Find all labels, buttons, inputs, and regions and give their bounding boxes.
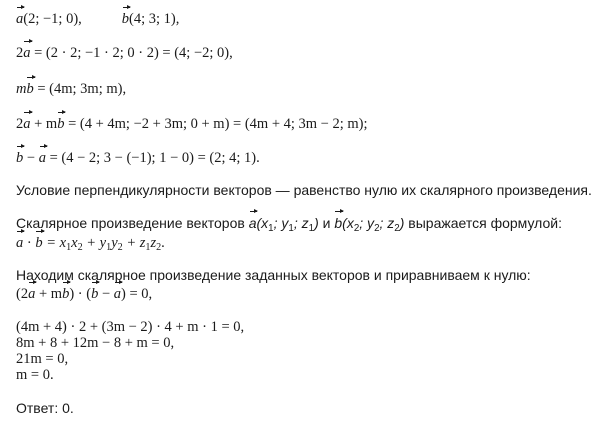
subscript: 1 bbox=[106, 242, 112, 253]
perpendicularity-condition-text: Условие перпендикулярности векторов — равенство нулю их скалярного произведения. bbox=[16, 182, 592, 198]
subscript: 1 bbox=[308, 223, 315, 234]
coord: ; z bbox=[293, 215, 309, 231]
minus: − bbox=[23, 150, 39, 166]
subscript: 2 bbox=[353, 223, 360, 234]
vector-b-coords: (4; 3; 1), bbox=[129, 11, 180, 27]
coord: ; y bbox=[273, 215, 289, 231]
term: = x bbox=[42, 235, 67, 251]
subscript: 2 bbox=[156, 242, 162, 253]
vector-a-coords: (2; −1; 0), bbox=[23, 11, 82, 27]
vector-a: a bbox=[38, 150, 46, 166]
coef: 2 bbox=[16, 45, 24, 61]
plus-m: + m bbox=[30, 116, 58, 132]
subscript: 2 bbox=[374, 223, 380, 234]
vector-b: b bbox=[62, 286, 70, 302]
period: . bbox=[161, 235, 165, 251]
dot-product-formula bbox=[16, 234, 165, 252]
dot-product-formula-text bbox=[16, 214, 562, 232]
vector-a: a bbox=[16, 11, 24, 27]
equation-rest: = (4 + 4m; −2 + 3m; 0 + m) = (4m + 4; 3m − 2; m); bbox=[64, 116, 368, 132]
term: y bbox=[111, 235, 118, 251]
subscript: 2 bbox=[394, 223, 400, 234]
compute-dot-product-text: Находим скалярное произведение заданных векторов и приравниваем к нулю: bbox=[16, 267, 531, 283]
equation-sum-line bbox=[16, 115, 368, 133]
equation-step-3: 21m = 0, bbox=[16, 351, 69, 367]
term: ) · ( bbox=[69, 286, 92, 302]
equation-rest: = (2 · 2; −1 · 2; 0 · 2) = (4; −2; 0), bbox=[30, 45, 233, 61]
text-prefix: Скалярное произведение векторов bbox=[16, 215, 249, 231]
term: + z bbox=[122, 235, 146, 251]
minus: − bbox=[98, 286, 114, 302]
vector-b: b bbox=[26, 81, 34, 97]
coord: ; y bbox=[359, 215, 375, 231]
vector-a: a bbox=[16, 235, 24, 251]
subscript: 2 bbox=[77, 242, 83, 253]
vector-b: b bbox=[35, 235, 43, 251]
vector-b: b bbox=[91, 286, 99, 302]
coord: ) bbox=[399, 215, 405, 231]
vector-a: a bbox=[23, 116, 31, 132]
vector-a: a bbox=[28, 286, 36, 302]
equation-mb-line bbox=[16, 80, 126, 98]
subscript: 2 bbox=[117, 242, 123, 253]
coord: ) bbox=[314, 215, 319, 231]
subscript: 1 bbox=[288, 223, 294, 234]
vector-a: a bbox=[23, 45, 31, 61]
vector-a: a bbox=[248, 215, 257, 231]
equation-step-1: (4m + 4) · 2 + (3m − 2) · 4 + m · 1 = 0, bbox=[16, 319, 245, 335]
term: x bbox=[71, 235, 78, 251]
answer: Ответ: 0. bbox=[16, 400, 74, 416]
equation-rest: = (4 − 2; 3 − (−1); 1 − 0) = (2; 4; 1). bbox=[45, 150, 260, 166]
coord: (x bbox=[342, 215, 354, 231]
equation-diff-line bbox=[16, 149, 260, 167]
vector-definitions-line bbox=[16, 10, 179, 28]
term: ) = 0, bbox=[121, 286, 153, 302]
vector-b: b bbox=[121, 11, 130, 27]
coord: (x bbox=[256, 215, 269, 231]
coef: 2 bbox=[16, 116, 24, 132]
text-suffix: выражается формулой: bbox=[404, 215, 562, 231]
dot-product-equation bbox=[16, 285, 152, 303]
vector-b: b bbox=[334, 215, 343, 231]
term: z bbox=[150, 235, 157, 251]
coord: ; z bbox=[379, 215, 395, 231]
equation-step-4: m = 0. bbox=[16, 367, 54, 383]
equation-step-2: 8m + 8 + 12m − 8 + m = 0, bbox=[16, 335, 175, 351]
conjunction: и bbox=[318, 215, 335, 231]
subscript: 1 bbox=[145, 242, 151, 253]
vector-a: a bbox=[113, 286, 121, 302]
term: + m bbox=[35, 286, 63, 302]
subscript: 1 bbox=[268, 223, 274, 234]
coef-m: m bbox=[16, 81, 27, 97]
dot-operator: · bbox=[23, 235, 36, 251]
vector-b: b bbox=[16, 150, 24, 166]
term: (2 bbox=[16, 286, 29, 302]
subscript: 1 bbox=[66, 242, 72, 253]
term: + y bbox=[82, 235, 107, 251]
equation-rest: = (4m; 3m; m), bbox=[33, 81, 127, 97]
equation-2a-line bbox=[16, 44, 233, 62]
vector-b: b bbox=[57, 116, 65, 132]
